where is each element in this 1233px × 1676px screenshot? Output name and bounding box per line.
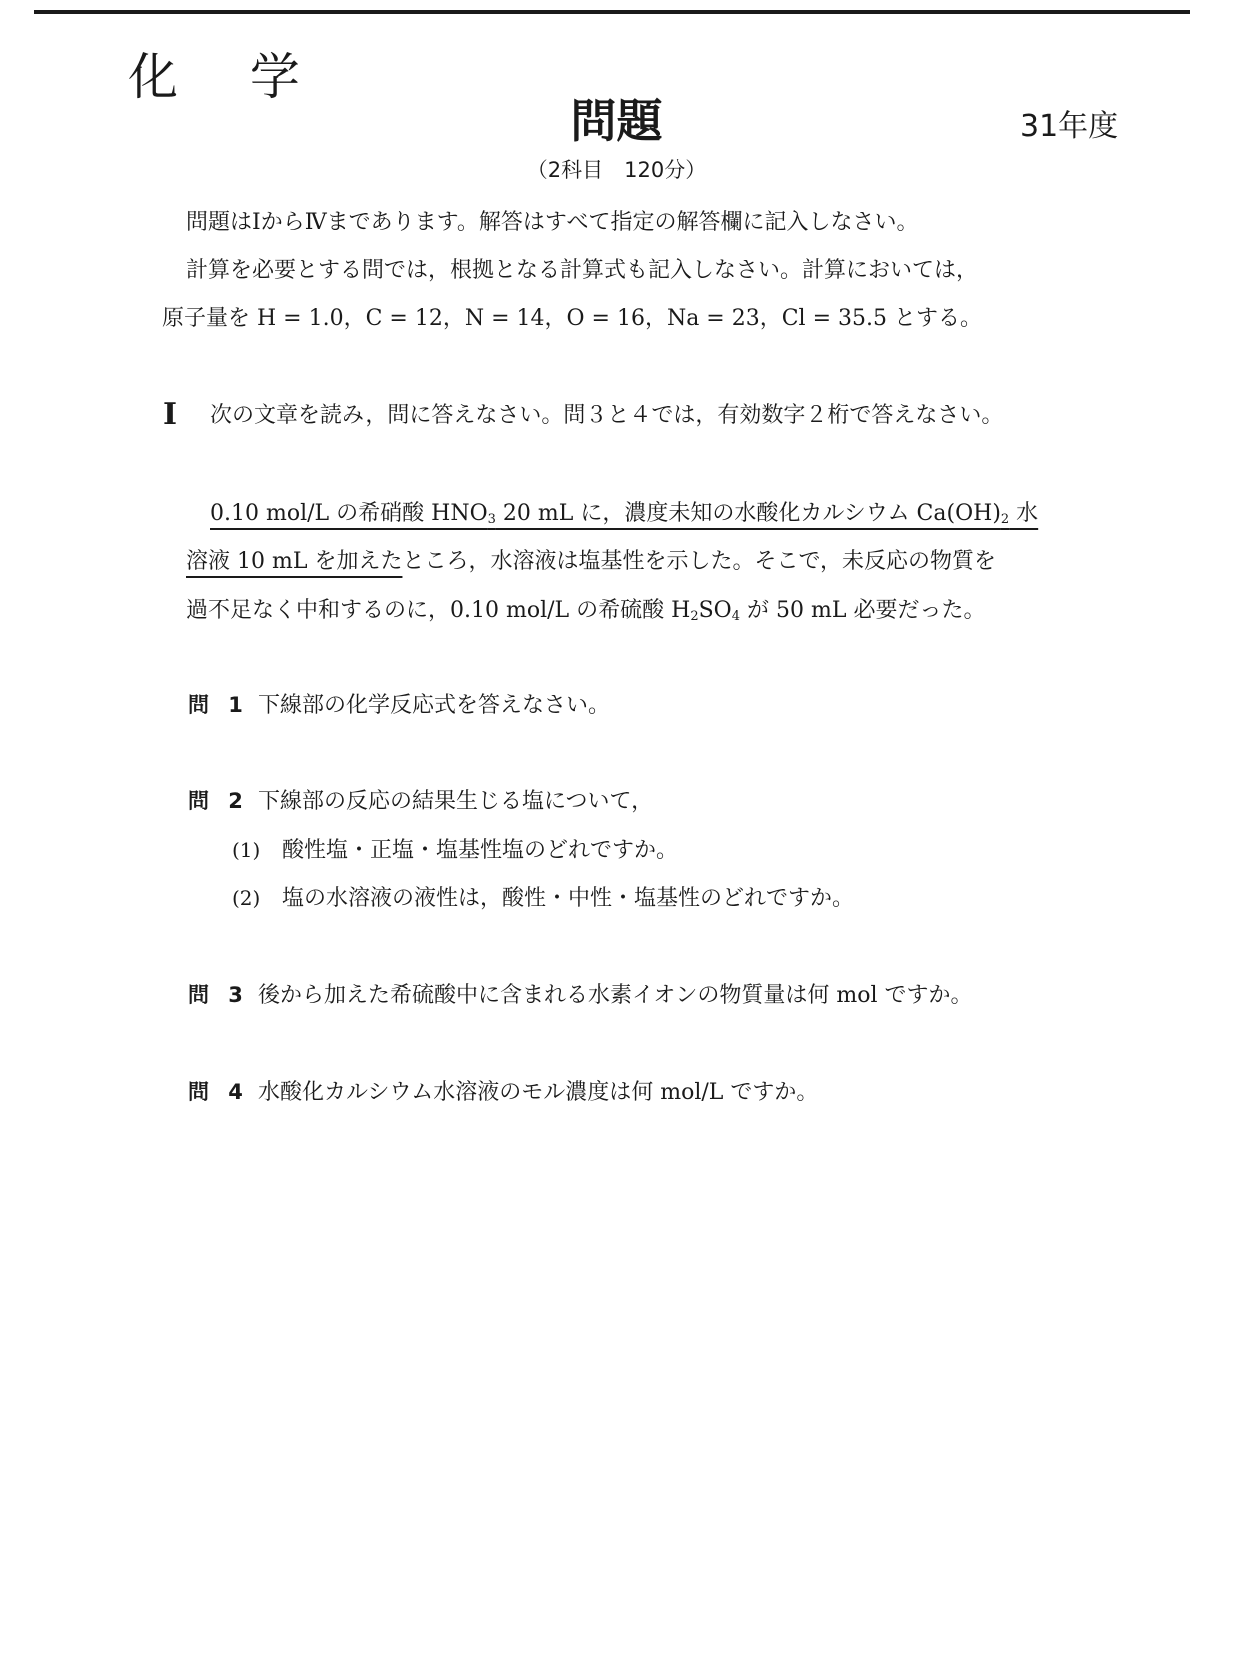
instruction-line-3: 原子量を H = 1.0，C = 12，N = 14，O = 16，Na = 23，Cl = 35.5 とする。 bbox=[162, 306, 982, 331]
passage-line-3: 過不足なく中和するのに，0.10 mol/L の希硫酸 $H_2SO_4$ が 50 mL 必要だった。 bbox=[186, 598, 986, 624]
section-intro: 次の文章を読み，問に答えなさい。問３と４では，有効数字２桁で答えなさい。 bbox=[210, 403, 1004, 428]
top-rule bbox=[34, 10, 1190, 14]
question-2-sub-2-text: 塩の水溶液の液性は，酸性・中性・塩基性のどれですか。 bbox=[282, 886, 855, 911]
section-number: Ⅰ bbox=[163, 397, 178, 432]
question-3-label: 問 3 bbox=[188, 983, 249, 1007]
instruction-line-2: 計算を必要とする問では，根拠となる計算式も記入しなさい。計算においては， bbox=[186, 258, 979, 283]
question-1-text: 下線部の化学反応式を答えなさい。 bbox=[258, 693, 611, 718]
exam-subtitle: （2科目 120分） bbox=[526, 158, 707, 182]
question-4-text: 水酸化カルシウム水溶液のモル濃度は何 mol/L ですか。 bbox=[258, 1080, 819, 1105]
page-title: 問題 bbox=[570, 94, 663, 148]
passage-line-1 bbox=[210, 503, 1038, 526]
instruction-line-1: 問題はⅠからⅣまであります。解答はすべて指定の解答欄に記入しなさい。 bbox=[186, 210, 919, 235]
question-2-sub-2-label: (2) bbox=[232, 886, 261, 910]
underlined-reaction-part-1: 0.10 mol/L の希硝酸 $HNO_3$ 20 mL に，濃度未知の水酸化カルシウム $Ca(OH)_2$ 水 bbox=[210, 501, 1039, 527]
question-2-sub-1-label: (1) bbox=[232, 838, 261, 862]
question-2-text: 下線部の反応の結果生じる塩について， bbox=[258, 789, 654, 814]
subject-heading: 化 学 bbox=[128, 48, 328, 106]
year-label: 31年度 bbox=[1020, 109, 1119, 144]
question-3-text: 後から加えた希硫酸中に含まれる水素イオンの物質量は何 mol ですか。 bbox=[258, 983, 973, 1008]
question-2-label: 問 2 bbox=[188, 789, 249, 813]
underlined-reaction-part-2: 溶液 10 mL を加えた bbox=[186, 549, 403, 574]
question-4-label: 問 4 bbox=[188, 1080, 249, 1104]
question-1-label: 問 1 bbox=[188, 693, 249, 717]
question-2-sub-1-text: 酸性塩・正塩・塩基性塩のどれですか。 bbox=[282, 838, 679, 863]
passage-line-2: 溶液 10 mL を加えたところ，水溶液は塩基性を示した。そこで，未反応の物質を bbox=[186, 549, 997, 574]
